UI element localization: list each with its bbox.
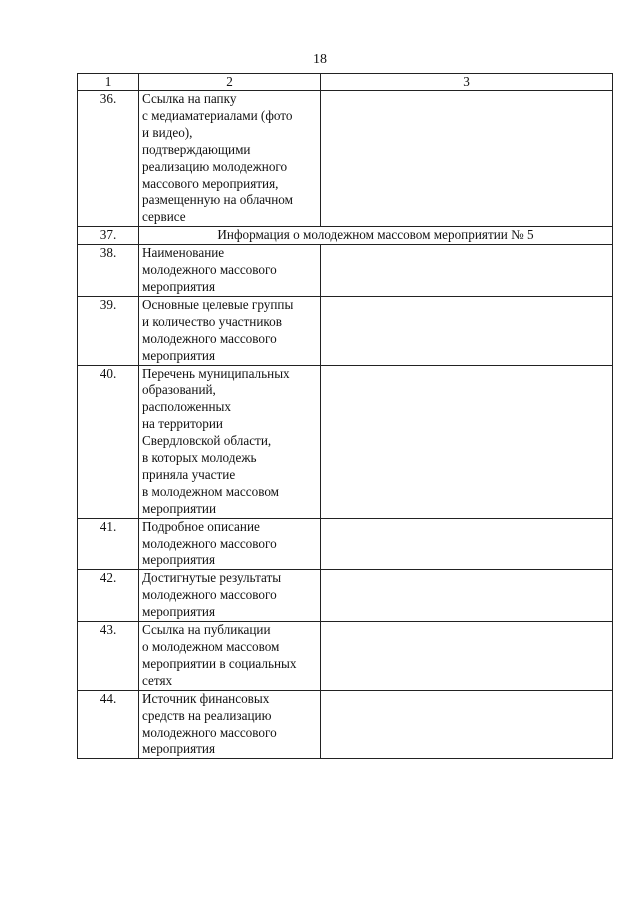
table-row	[78, 365, 613, 518]
row-value-cell[interactable]	[321, 570, 613, 622]
header-col-2: 2	[139, 74, 321, 91]
row-number: 42.	[78, 570, 139, 622]
table-row	[78, 622, 613, 691]
row-number: 39.	[78, 296, 139, 365]
row-value-cell[interactable]	[321, 622, 613, 691]
row-label: Достигнутые результаты молодежного массового мероприятия	[139, 570, 321, 622]
row-number: 43.	[78, 622, 139, 691]
table-header-row	[78, 74, 613, 91]
row-label: Источник финансовых средств на реализацию молодежного массового мероприятия	[139, 690, 321, 759]
header-col-1: 1	[78, 74, 139, 91]
table-row	[78, 245, 613, 297]
row-number: 38.	[78, 245, 139, 297]
row-label: Перечень муниципальных образований, расположенных на территории Свердловской области, в которых молодежь приняла участие в молодежном массовом мероприятии	[139, 365, 321, 518]
row-value-cell[interactable]	[321, 91, 613, 227]
table-row	[78, 296, 613, 365]
row-value-cell[interactable]	[321, 245, 613, 297]
row-number: 44.	[78, 690, 139, 759]
row-label: Ссылка на папку с медиаматериалами (фото и видео), подтверждающими реализацию молодежного массового мероприятия, размещенную на облачном сервисе	[139, 91, 321, 227]
row-label: Основные целевые группы и количество участников молодежного массового мероприятия	[139, 296, 321, 365]
form-table	[77, 73, 613, 759]
row-label: Наименование молодежного массового мероприятия	[139, 245, 321, 297]
header-col-3: 3	[321, 74, 613, 91]
row-number: 40.	[78, 365, 139, 518]
row-number: 36.	[78, 91, 139, 227]
row-value-cell[interactable]	[321, 690, 613, 759]
row-number: 37.	[78, 227, 139, 245]
table-row	[78, 690, 613, 759]
row-label: Подробное описание молодежного массового мероприятия	[139, 518, 321, 570]
row-number: 41.	[78, 518, 139, 570]
section-heading: Информация о молодежном массовом мероприятии № 5	[139, 227, 613, 245]
table-row	[78, 570, 613, 622]
row-value-cell[interactable]	[321, 296, 613, 365]
page-number: 18	[313, 52, 327, 67]
table-row	[78, 518, 613, 570]
table-row	[78, 227, 613, 245]
table-row	[78, 91, 613, 227]
row-label: Ссылка на публикации о молодежном массовом мероприятии в социальных сетях	[139, 622, 321, 691]
row-value-cell[interactable]	[321, 365, 613, 518]
row-value-cell[interactable]	[321, 518, 613, 570]
